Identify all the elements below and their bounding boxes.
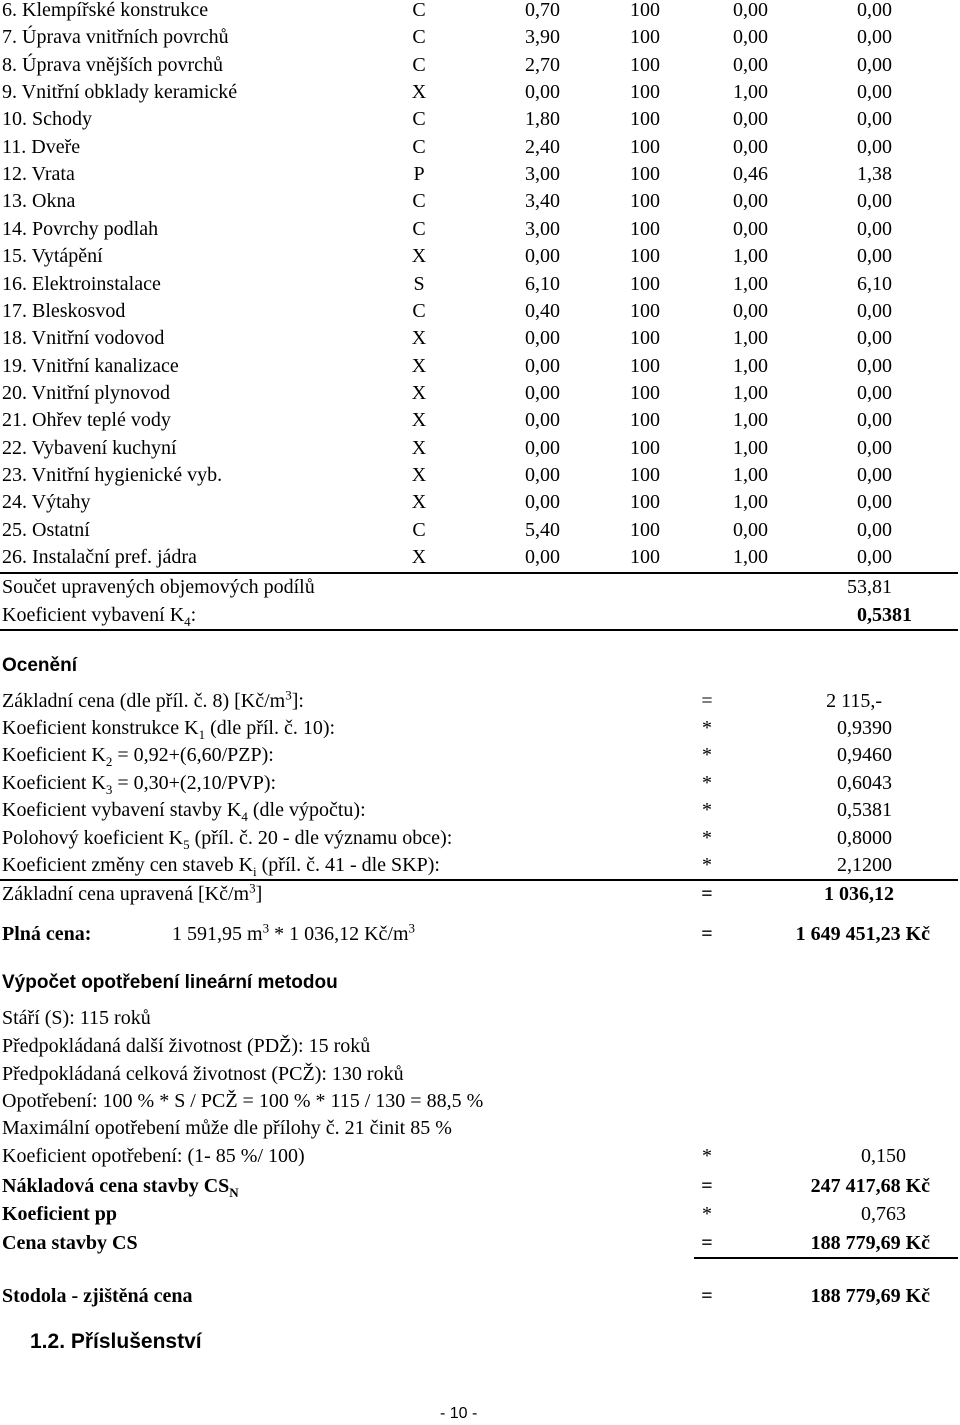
- row-value-2: 100: [630, 135, 660, 158]
- row-name: 12. Vrata: [2, 163, 75, 186]
- row-value-1: 0,00: [525, 81, 560, 104]
- row-value-2: 100: [630, 546, 660, 568]
- k2-label: Koeficient $K_2 = 0,92+(6,60/PZP)$:: [2, 744, 274, 769]
- row-value-1: 3,40: [525, 190, 560, 213]
- operator: *: [702, 799, 712, 821]
- row-class: C: [412, 53, 426, 76]
- operator: *: [702, 772, 712, 794]
- row-class: X: [411, 463, 427, 486]
- row-class: X: [411, 381, 427, 404]
- base-price-value: 2 115,-: [826, 690, 882, 712]
- wear-coef-row: [0, 1142, 960, 1170]
- operator: *: [702, 744, 712, 766]
- row-value-3: 1,00: [733, 245, 768, 268]
- table-row: [0, 215, 960, 243]
- row-value-3: 0,00: [733, 518, 768, 541]
- base-price-row: [0, 687, 960, 715]
- section-heading: 1.2. Příslušenství: [30, 1330, 202, 1353]
- k4-coef-label: Koeficient vybavení stavby $K_4$ (dle výpočtu):: [2, 799, 366, 824]
- row-class: C: [412, 217, 426, 240]
- table-row: [0, 516, 960, 544]
- k5-value: 0,8000: [837, 827, 892, 849]
- row-value-3: 0,00: [733, 0, 768, 21]
- row-value-4: 0,00: [857, 546, 892, 568]
- row-value-3: 1,00: [733, 463, 768, 486]
- row-name: 18. Vnitřní vodovod: [2, 327, 165, 350]
- row-value-1: 0,70: [525, 0, 560, 21]
- row-value-4: 0,00: [857, 354, 892, 377]
- row-value-4: 0,00: [857, 26, 892, 49]
- row-name: 13. Okna: [2, 190, 76, 213]
- row-class: X: [411, 491, 427, 514]
- k5-label: Polohový koeficient $K_5$ (příl. č. 20 - dle významu obce):: [2, 827, 453, 852]
- cs-row: [0, 1229, 960, 1257]
- divider-line: [0, 629, 958, 631]
- row-value-3: 1,00: [733, 327, 768, 350]
- row-value-4: 0,00: [857, 135, 892, 158]
- row-name: 25. Ostatní: [2, 518, 90, 541]
- row-name: 26. Instalační pref. jádra: [2, 546, 197, 568]
- wear-age-text: Stáří (S): 115 roků: [2, 1007, 151, 1029]
- row-class: C: [412, 190, 426, 213]
- row-value-2: 100: [630, 436, 660, 459]
- row-class: X: [411, 354, 427, 377]
- k1-value: 0,9390: [837, 717, 892, 739]
- operator: =: [701, 690, 713, 712]
- row-value-4: 0,00: [857, 381, 892, 404]
- adjusted-price-label: Základní cena upravená $[Kč/m^3]$: [2, 880, 263, 905]
- row-value-2: 100: [630, 463, 660, 486]
- pp-row: [0, 1200, 960, 1228]
- final-value: 188 779,69 Kč: [810, 1285, 930, 1307]
- row-value-3: 0,46: [733, 163, 768, 186]
- table-row: [0, 543, 960, 571]
- wear-remaining: [0, 1032, 960, 1060]
- table-row: [0, 105, 960, 133]
- operator: *: [702, 854, 712, 876]
- row-name: 20. Vnitřní plynovod: [2, 381, 170, 404]
- final-label: Stodola - zjištěná cena: [2, 1285, 193, 1307]
- k1-label: Koeficient konstrukce $K_1$ (dle příl. č. 10):: [2, 717, 336, 742]
- full-price-expression: 1 591,95 $m^3 * 1$ 036,12 $Kč/m^3$: [172, 920, 415, 945]
- wear-age: [0, 1004, 960, 1032]
- row-value-4: 0,00: [857, 299, 892, 322]
- row-value-4: 0,00: [857, 245, 892, 268]
- row-value-1: 0,00: [525, 245, 560, 268]
- row-class: X: [411, 409, 427, 432]
- wear-remaining-text: Předpokládaná další životnost (PDŽ): 15 roků: [2, 1035, 371, 1057]
- row-value-3: 1,00: [733, 354, 768, 377]
- operator: *: [702, 827, 712, 849]
- k4-row: [0, 601, 960, 629]
- row-name: 17. Bleskosvod: [2, 299, 126, 322]
- row-value-2: 100: [630, 217, 660, 240]
- table-row: [0, 324, 960, 352]
- table-row: [0, 488, 960, 516]
- cost-row: [0, 1172, 960, 1200]
- row-name: 23. Vnitřní hygienické vyb.: [2, 463, 223, 486]
- row-class: C: [412, 135, 426, 158]
- sum-label: Součet upravených objemových podílů: [2, 576, 315, 598]
- row-name: 15. Vytápění: [2, 245, 103, 268]
- row-value-2: 100: [630, 163, 660, 186]
- row-class: X: [411, 436, 427, 459]
- oceneni-heading: Ocenění: [2, 655, 77, 676]
- row-name: 14. Povrchy podlah: [2, 217, 159, 240]
- row-name: 6. Klempířské konstrukce: [2, 0, 209, 21]
- row-name: 7. Úprava vnitřních povrchů: [2, 26, 229, 49]
- row-value-4: 0,00: [857, 436, 892, 459]
- divider-line: [694, 1257, 958, 1259]
- row-value-1: 2,70: [525, 53, 560, 76]
- table-row: [0, 434, 960, 462]
- wear-calc-text: Opotřebení: 100 % * S / PCŽ = 100 % * 115 / 130 = 88,5 %: [2, 1090, 484, 1112]
- row-value-1: 0,00: [525, 436, 560, 459]
- operator: =: [701, 1285, 713, 1307]
- k4-label: Koeficient vybavení $K_4$:: [2, 604, 197, 629]
- row-value-4: 0,00: [857, 108, 892, 131]
- cs-label: Cena stavby CS: [2, 1232, 138, 1254]
- row-value-1: 1,80: [525, 108, 560, 131]
- row-class: X: [411, 546, 427, 568]
- row-value-2: 100: [630, 53, 660, 76]
- row-value-1: 3,90: [525, 26, 560, 49]
- row-value-1: 0,00: [525, 463, 560, 486]
- table-row: [0, 133, 960, 161]
- row-value-4: 0,00: [857, 217, 892, 240]
- row-name: 9. Vnitřní obklady keramické: [2, 81, 238, 104]
- k2-row: [0, 741, 960, 769]
- row-value-4: 0,00: [857, 190, 892, 213]
- row-value-1: 0,00: [525, 546, 560, 568]
- row-value-4: 6,10: [857, 272, 892, 295]
- operator: *: [702, 1203, 712, 1225]
- full-price-row: [0, 920, 960, 948]
- wear-max: [0, 1114, 960, 1142]
- row-name: 19. Vnitřní kanalizace: [2, 354, 179, 377]
- k3-label: Koeficient $K_3 = 0,30+(2,10/PVP)$:: [2, 772, 277, 797]
- k5-row: [0, 824, 960, 852]
- row-class: C: [412, 26, 426, 49]
- k3-row: [0, 769, 960, 797]
- row-value-1: 0,00: [525, 381, 560, 404]
- row-value-3: 0,00: [733, 53, 768, 76]
- row-value-1: 0,00: [525, 491, 560, 514]
- wear-coef-value: 0,150: [861, 1145, 906, 1167]
- wear-coef-label: Koeficient opotřebení: (1- 85 %/ 100): [2, 1145, 305, 1167]
- pp-label: Koeficient pp: [2, 1203, 117, 1225]
- wear-heading: Výpočet opotřebení lineární metodou: [2, 972, 338, 993]
- operator: *: [702, 717, 712, 739]
- row-value-3: 0,00: [733, 26, 768, 49]
- ki-label: Koeficient změny cen staveb $K_i$ (příl. č. 41 - dle SKP):: [2, 854, 440, 879]
- wear-max-text: Maximální opotřebení může dle přílohy č. 21 činit 85 %: [2, 1117, 452, 1139]
- row-value-1: 5,40: [525, 518, 560, 541]
- cost-value: 247 417,68 Kč: [810, 1175, 930, 1197]
- table-row: [0, 187, 960, 215]
- row-value-2: 100: [630, 26, 660, 49]
- row-value-2: 100: [630, 108, 660, 131]
- k4-coef-row: [0, 796, 960, 824]
- row-value-4: 1,38: [857, 163, 892, 186]
- row-name: 8. Úprava vnějších povrchů: [2, 53, 224, 76]
- row-name: 10. Schody: [2, 108, 92, 131]
- row-value-4: 0,00: [857, 463, 892, 486]
- row-name: 21. Ohřev teplé vody: [2, 409, 171, 432]
- table-row: [0, 297, 960, 325]
- row-value-2: 100: [630, 354, 660, 377]
- table-row: [0, 78, 960, 106]
- ki-value: 2,1200: [837, 854, 892, 876]
- k3-value: 0,6043: [837, 772, 892, 794]
- row-value-1: 0,00: [525, 354, 560, 377]
- row-value-3: 0,00: [733, 217, 768, 240]
- operator: =: [701, 1232, 713, 1254]
- row-name: 11. Dveře: [2, 135, 81, 158]
- row-value-1: 3,00: [525, 217, 560, 240]
- row-value-2: 100: [630, 518, 660, 541]
- wear-total: [0, 1060, 960, 1088]
- sum-value: 53,81: [847, 576, 892, 598]
- row-value-2: 100: [630, 327, 660, 350]
- operator: =: [701, 923, 713, 945]
- operator: *: [702, 1145, 712, 1167]
- table-row: [0, 461, 960, 489]
- cs-value: 188 779,69 Kč: [810, 1232, 930, 1254]
- row-class: C: [412, 518, 426, 541]
- adjusted-price-row: [0, 880, 960, 908]
- row-name: 24. Výtahy: [2, 491, 91, 514]
- row-name: 16. Elektroinstalace: [2, 272, 161, 295]
- row-class: C: [412, 299, 426, 322]
- row-value-3: 0,00: [733, 108, 768, 131]
- wear-calc: [0, 1087, 960, 1115]
- row-value-1: 0,40: [525, 299, 560, 322]
- ki-row: [0, 851, 960, 879]
- k1-row: [0, 714, 960, 742]
- row-name: 22. Vybavení kuchyní: [2, 436, 177, 459]
- table-row: [0, 23, 960, 51]
- row-value-3: 0,00: [733, 190, 768, 213]
- row-value-3: 0,00: [733, 135, 768, 158]
- row-class: X: [411, 81, 427, 104]
- row-value-2: 100: [630, 81, 660, 104]
- final-row: [0, 1282, 960, 1310]
- cost-label: Nákladová cena stavby $CS_N$: [2, 1175, 239, 1200]
- row-class: C: [412, 108, 426, 131]
- row-class: X: [411, 245, 427, 268]
- row-value-2: 100: [630, 409, 660, 432]
- table-row: [0, 51, 960, 79]
- wear-total-text: Předpokládaná celková životnost (PCŽ): 130 roků: [2, 1063, 404, 1085]
- k4-coef-value: 0,5381: [837, 799, 892, 821]
- table-row: [0, 379, 960, 407]
- table-row: [0, 0, 960, 24]
- row-value-2: 100: [630, 491, 660, 514]
- table-row: [0, 160, 960, 188]
- table-row: [0, 270, 960, 298]
- row-class: S: [413, 272, 425, 295]
- row-value-3: 0,00: [733, 299, 768, 322]
- row-value-2: 100: [630, 190, 660, 213]
- operator: =: [701, 883, 713, 905]
- row-class: X: [411, 327, 427, 350]
- row-value-1: 3,00: [525, 163, 560, 186]
- row-value-4: 0,00: [857, 409, 892, 432]
- adjusted-price-value: 1 036,12: [824, 883, 894, 905]
- table-row: [0, 352, 960, 380]
- operator: =: [701, 1175, 713, 1197]
- row-value-1: 6,10: [525, 272, 560, 295]
- base-price-label: Základní cena (dle příl. č. 8) $[Kč/m^3]$:: [2, 687, 304, 712]
- k2-value: 0,9460: [837, 744, 892, 766]
- row-value-2: 100: [630, 245, 660, 268]
- row-value-4: 0,00: [857, 53, 892, 76]
- pp-value: 0,763: [861, 1203, 906, 1225]
- row-value-1: 0,00: [525, 409, 560, 432]
- row-class: C: [412, 0, 426, 21]
- full-price-label: Plná cena:: [2, 923, 92, 945]
- page-number: - 10 -: [440, 1405, 478, 1422]
- row-value-4: 0,00: [857, 327, 892, 350]
- row-value-4: 0,00: [857, 491, 892, 514]
- row-class: P: [413, 163, 425, 186]
- row-value-3: 1,00: [733, 81, 768, 104]
- row-value-1: 0,00: [525, 327, 560, 350]
- row-value-3: 1,00: [733, 381, 768, 404]
- sum-row: [0, 573, 960, 601]
- row-value-2: 100: [630, 272, 660, 295]
- table-row: [0, 406, 960, 434]
- row-value-3: 1,00: [733, 491, 768, 514]
- row-value-4: 0,00: [857, 518, 892, 541]
- row-value-2: 100: [630, 0, 660, 21]
- full-price-value: 1 649 451,23 Kč: [795, 923, 930, 945]
- row-value-4: 0,00: [857, 0, 892, 21]
- row-value-3: 1,00: [733, 409, 768, 432]
- row-value-1: 2,40: [525, 135, 560, 158]
- row-value-4: 0,00: [857, 81, 892, 104]
- k4-value: 0,5381: [857, 604, 912, 626]
- row-value-3: 1,00: [733, 436, 768, 459]
- row-value-2: 100: [630, 299, 660, 322]
- table-row: [0, 242, 960, 270]
- row-value-2: 100: [630, 381, 660, 404]
- row-value-3: 1,00: [733, 272, 768, 295]
- row-value-3: 1,00: [733, 546, 768, 568]
